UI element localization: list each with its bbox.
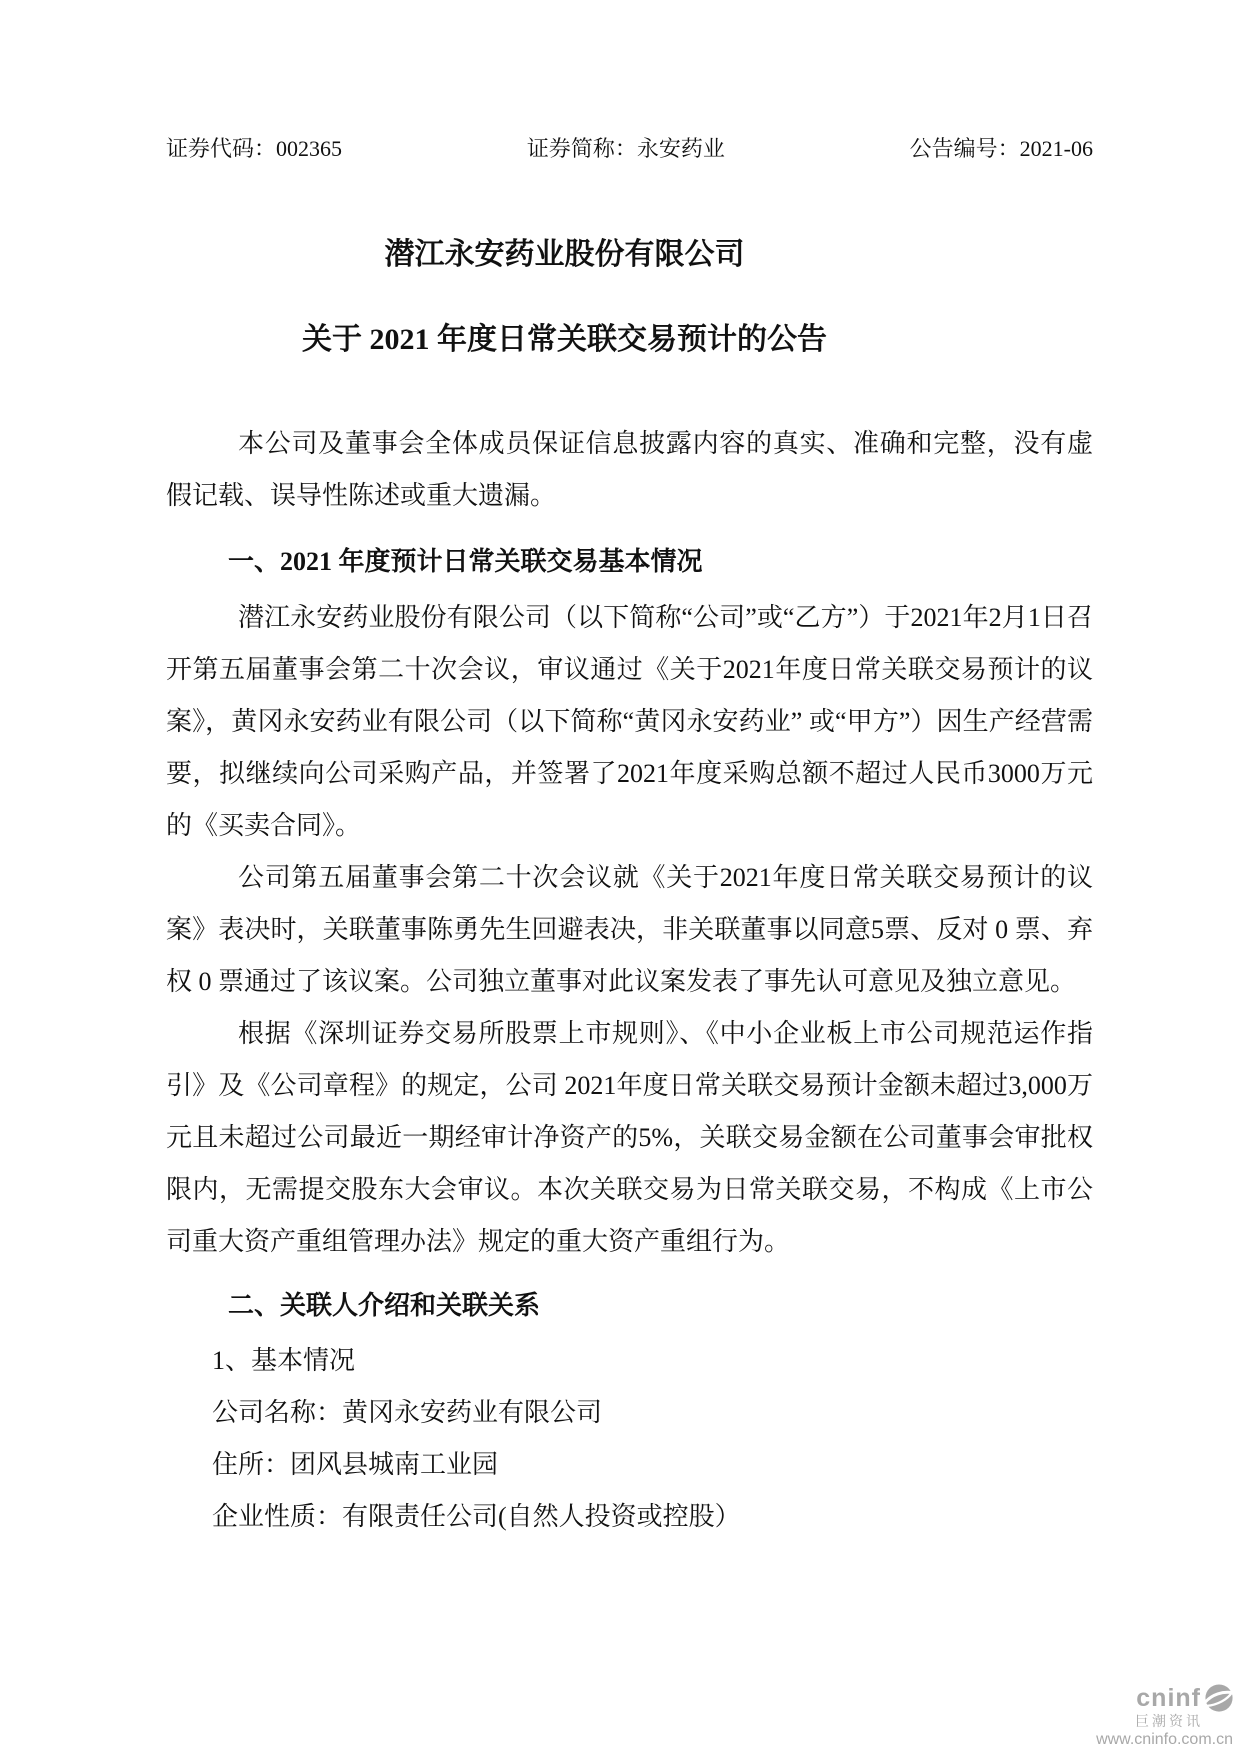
cninfo-logo-text: cninf [1136, 1684, 1201, 1712]
cninfo-logo-row [1096, 1684, 1233, 1712]
cninfo-chinese-name: 巨潮资讯 [1135, 1713, 1203, 1729]
section2-heading: 二、关联人介绍和关联关系 [228, 1291, 541, 1320]
document-header [166, 136, 1093, 162]
stock-code: 证券代码：002365 [166, 136, 343, 161]
section2-item-company-type: 企业性质：有限责任公司(自然人投资或控股） [212, 1502, 741, 1531]
section2-item-address: 住所：团风县城南工业园 [212, 1450, 499, 1479]
section2-item-company-name: 公司名称：黄冈永安药业有限公司 [212, 1398, 603, 1427]
declaration-paragraph: 本公司及董事会全体成员保证信息披露内容的真实、准确和完整，没有虚假记载、误导性陈述或重大遗漏。 [166, 429, 1093, 510]
section1-paragraph-1: 潜江永安药业股份有限公司（以下简称“公司”或“乙方”）于2021年2月1日召开第五届董事会第二十次会议，审议通过《关于2021年度日常关联交易预计的议案》，黄冈永安药业有限公司（以下简称“黄冈永安药业” 或“甲方”）因生产经营需要，拟继续向公司采购产品，并签署了2021年度采购总额不超过人民币3000万元的《买卖合同》。 [166, 603, 1093, 840]
company-name-title: 潜江永安药业股份有限公司 [384, 238, 745, 271]
announcement-number: 公告编号：2021-06 [909, 136, 1093, 161]
cninfo-url: www.cninfo.com.cn [1096, 1731, 1233, 1748]
announcement-title: 关于 2021 年度日常关联交易预计的公告 [302, 323, 827, 356]
section2-item-basic-info: 1、基本情况 [212, 1346, 356, 1375]
section1-paragraph-2: 公司第五届董事会第二十次会议就《关于2021年度日常关联交易预计的议案》表决时，关联董事陈勇先生回避表决，非关联董事以同意5票、反对 0 票、弃权 0 票通过了该议案。公司独立董事对此议案发表了事先认可意见及独立意见。 [166, 863, 1093, 996]
cninfo-watermark [1096, 1684, 1233, 1748]
section1-heading: 一、2021 年度预计日常关联交易基本情况 [228, 547, 703, 576]
section1-paragraph-3: 根据《深圳证券交易所股票上市规则》、《中小企业板上市公司规范运作指引》及《公司章程》的规定，公司 2021年度日常关联交易预计金额未超过3,000万元且未超过公司最近一期经审计净资产的5%，关联交易金额在公司董事会审批权限内，无需提交股东大会审议。本次关联交易为日常关联交易，不构成《上市公司重大资产重组管理办法》规定的重大资产重组行为。 [166, 1019, 1093, 1256]
stock-short-name: 证券简称：永安药业 [526, 136, 725, 161]
document-page [166, 0, 1093, 1543]
cninfo-globe-icon [1205, 1684, 1233, 1712]
